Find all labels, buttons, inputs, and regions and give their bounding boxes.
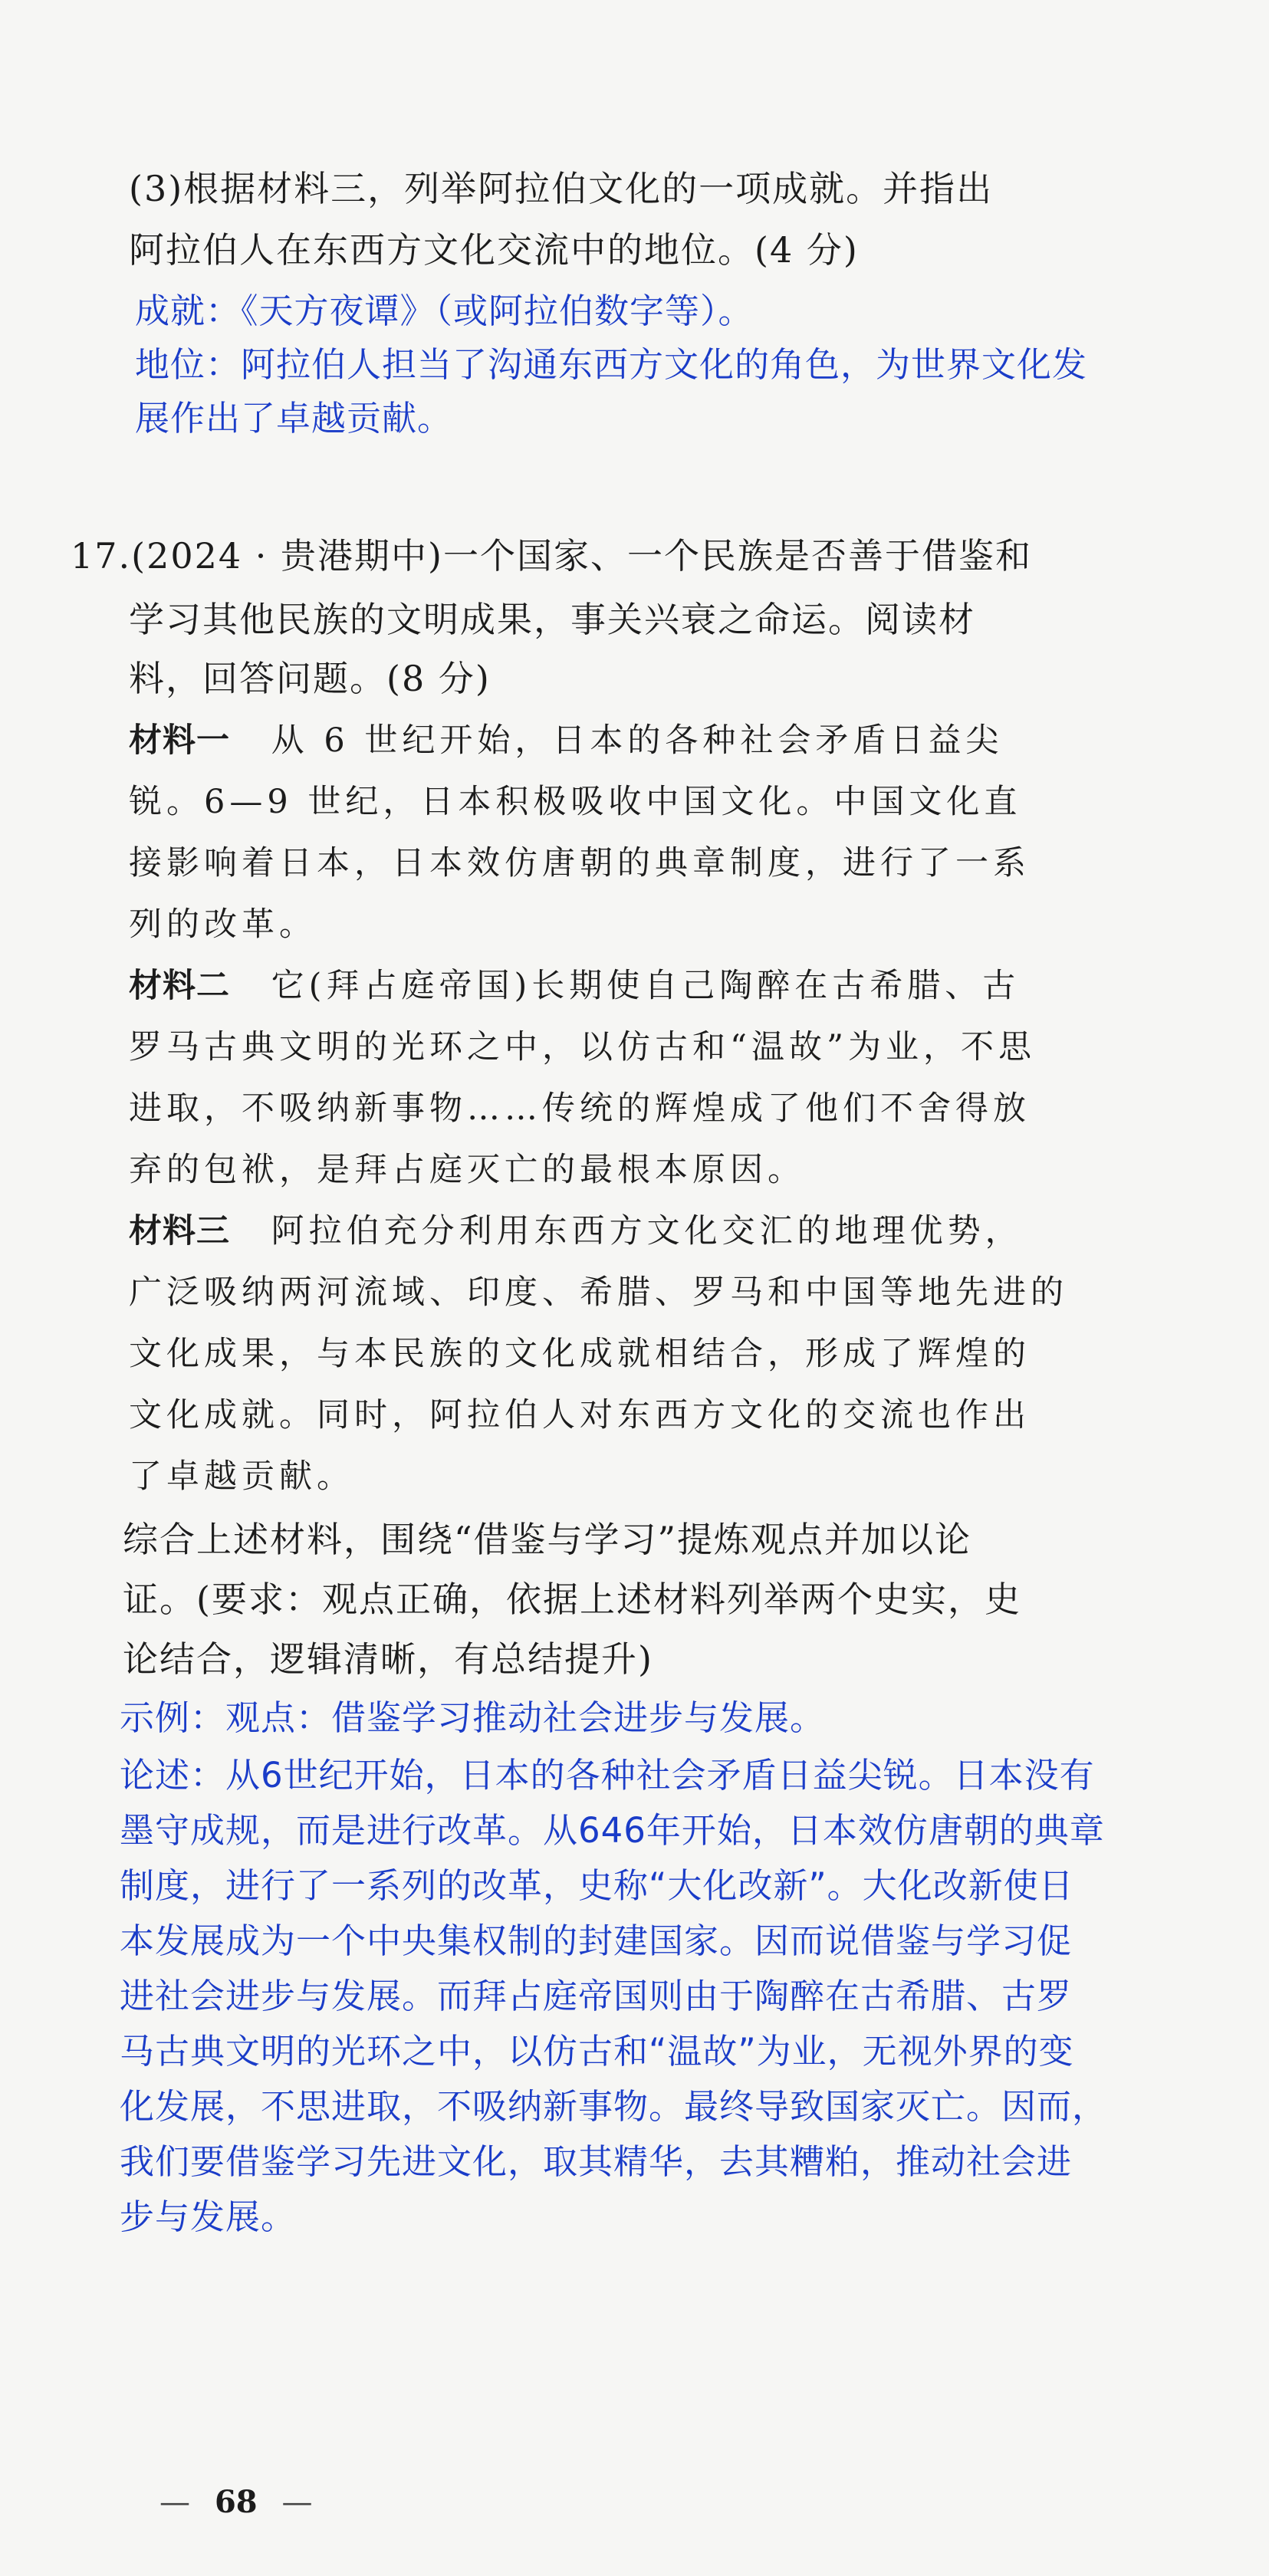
material-3-line-5: 了卓越贡献。 <box>129 1457 354 1496</box>
material-2-label: 材料二 <box>129 967 230 1005</box>
material-1-label: 材料一 <box>129 721 230 760</box>
material-1-line-2: 锐。6—9 世纪，日本积极吸收中国文化。中国文化直 <box>129 783 1022 821</box>
material-2-line-3: 进取，不吸纳新事物……传统的辉煌成了他们不舍得放 <box>129 1089 1031 1128</box>
task-line-2: 证。(要求：观点正确，依据上述材料列举两个史实，史 <box>123 1579 1021 1620</box>
footer-dash-right: — <box>281 2485 313 2520</box>
q17-stem-line-2: 学习其他民族的文明成果，事关兴衰之命运。阅读材 <box>129 599 975 640</box>
footer-dash-left: — <box>159 2485 190 2520</box>
material-3-line-2: 广泛吸纳两河流域、印度、希腊、罗马和中国等地先进的 <box>129 1273 1068 1312</box>
q3-line-1: (3)根据材料三，列举阿拉伯文化的一项成就。并指出 <box>129 168 994 209</box>
q17-stem-line-3: 料，回答问题。(8 分) <box>129 658 491 699</box>
material-2-text-1: 它(拜占庭帝国)长期使自己陶醉在古希腊、古 <box>271 967 1021 1005</box>
page-number-footer <box>146 2484 327 2520</box>
task-line-1: 综合上述材料，围绕“借鉴与学习”提炼观点并加以论 <box>123 1519 972 1560</box>
material-3-line-4: 文化成就。同时，阿拉伯人对东西方文化的交流也作出 <box>129 1396 1031 1434</box>
material-1-line-1 <box>129 721 1004 760</box>
material-3-line-1 <box>129 1212 1023 1250</box>
answer-line-5: 本发展成为一个中央集权制的封建国家。因而说借鉴与学习促 <box>120 1921 1073 1961</box>
material-3-text-1: 阿拉伯充分利用东西方文化交汇的地理优势， <box>271 1212 1023 1250</box>
material-3-label: 材料三 <box>129 1212 230 1250</box>
q3-answer-status-line-1: 地位：阿拉伯人担当了沟通东西方文化的角色，为世界文化发 <box>135 344 1088 385</box>
task-line-3: 论结合，逻辑清晰，有总结提升) <box>123 1638 653 1680</box>
material-1-line-4: 列的改革。 <box>129 905 317 944</box>
answer-line-2: 论述：从6世纪开始，日本的各种社会矛盾日益尖锐。日本没有 <box>120 1755 1095 1796</box>
answer-line-7: 马古典文明的光环之中，以仿古和“温故”为业，无视外界的变 <box>120 2031 1074 2072</box>
answer-line-3: 墨守成规，而是进行改革。从646年开始，日本效仿唐朝的典章 <box>120 1810 1105 1851</box>
q3-answer-status-line-2: 展作出了卓越贡献。 <box>135 398 453 439</box>
answer-line-4: 制度，进行了一系列的改革，史称“大化改新”。大化改新使日 <box>120 1865 1074 1906</box>
q3-answer-achievement: 成就：《天方夜谭》（或阿拉伯数字等）。 <box>135 291 754 331</box>
material-2-line-1 <box>129 967 1021 1005</box>
q3-line-2: 阿拉伯人在东西方文化交流中的地位。(4 分) <box>129 229 859 271</box>
answer-line-8: 化发展，不思进取，不吸纳新事物。最终导致国家灭亡。因而， <box>120 2086 1108 2127</box>
material-3-line-3: 文化成果，与本民族的文化成就相结合，形成了辉煌的 <box>129 1335 1031 1373</box>
material-2-line-4: 弃的包袱，是拜占庭灭亡的最根本原因。 <box>129 1151 805 1189</box>
material-1-line-3: 接影响着日本，日本效仿唐朝的典章制度，进行了一系 <box>129 844 1031 882</box>
material-2-line-2: 罗马古典文明的光环之中，以仿古和“温故”为业，不思 <box>129 1028 1036 1066</box>
q17-stem-line-1: 17.(2024 · 贵港期中)一个国家、一个民族是否善于借鉴和 <box>71 535 1032 577</box>
page-number: 68 <box>214 2484 258 2520</box>
answer-line-9: 我们要借鉴学习先进文化，取其精华，去其糟粕，推动社会进 <box>120 2141 1073 2182</box>
answer-line-10: 步与发展。 <box>120 2196 297 2237</box>
answer-line-1: 示例：观点：借鉴学习推动社会进步与发展。 <box>120 1697 826 1738</box>
answer-line-6: 进社会进步与发展。而拜占庭帝国则由于陶醉在古希腊、古罗 <box>120 1976 1073 2016</box>
material-1-text-1: 从 6 世纪开始，日本的各种社会矛盾日益尖 <box>271 721 1004 760</box>
